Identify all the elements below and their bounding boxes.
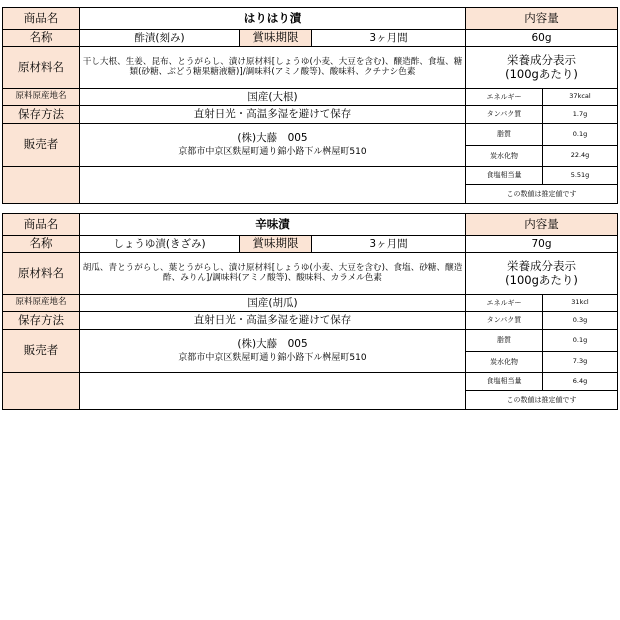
nutrition-value: 6.4g: [543, 373, 618, 391]
nutrition-key: タンパク質: [466, 312, 543, 330]
nutrition-value: 31kcl: [543, 295, 618, 312]
nutrition-key: 食塩相当量: [466, 167, 543, 185]
empty-header: [3, 167, 80, 204]
seller-block: [80, 124, 466, 167]
nutrition-heading: [466, 47, 618, 89]
nutrition-key: 脂質: [466, 330, 543, 352]
origin-value: 国産(胡瓜): [80, 295, 466, 312]
nutrition-basis: (100gあたり): [505, 66, 578, 81]
nutrition-key: 食塩相当量: [466, 373, 543, 391]
storage-value: 直射日光・高温多湿を避けて保存: [80, 106, 466, 124]
amount-value: 70g: [466, 236, 618, 253]
name-value: しょうゆ漬(きざみ): [80, 236, 240, 253]
nutrition-basis: (100gあたり): [505, 272, 578, 287]
storage-header: 保存方法: [3, 312, 80, 330]
seller-name: (株)大藤 005: [237, 338, 308, 351]
origin-value: 国産(大根): [80, 89, 466, 106]
expiry-value: 3ヶ月間: [312, 30, 466, 47]
seller-address: 京都市中京区麩屋町通り錦小路下ル桝屋町510: [178, 147, 367, 158]
content-header: 内容量: [466, 214, 618, 236]
storage-value: 直射日光・高温多湿を避けて保存: [80, 312, 466, 330]
origin-header: 原料原産地名: [3, 89, 80, 106]
nutrition-key: エネルギー: [466, 295, 543, 312]
ingredients-value: 胡瓜、青とうがらし、葉とうがらし、漬け原材料[しょうゆ(小麦、大豆を含む)、食塩、砂糖、醸造酢、みりん]/調味料(アミノ酸等)、酸味料、カラメル色素: [80, 253, 466, 295]
seller-header: 販売者: [3, 124, 80, 167]
nutrition-value: 0.3g: [543, 312, 618, 330]
expiry-value: 3ヶ月間: [312, 236, 466, 253]
empty-cell: [80, 167, 466, 204]
product-label-1: [2, 7, 618, 204]
nutrition-title: 栄養成分表示: [507, 259, 577, 274]
nutrition-note: この数値は推定値です: [466, 185, 618, 204]
storage-header: 保存方法: [3, 106, 80, 124]
product-name: 辛味漬: [80, 214, 466, 236]
nutrition-value: 22.4g: [543, 146, 618, 167]
nutrition-value: 0.1g: [543, 124, 618, 146]
nutrition-heading: [466, 253, 618, 295]
nutrition-key: 脂質: [466, 124, 543, 146]
seller-header: 販売者: [3, 330, 80, 373]
product-name: はりはり漬: [80, 8, 466, 30]
nutrition-key: エネルギー: [466, 89, 543, 106]
seller-block: [80, 330, 466, 373]
seller-name: (株)大藤 005: [237, 132, 308, 145]
content-header: 内容量: [466, 8, 618, 30]
nutrition-key: 炭水化物: [466, 352, 543, 373]
nutrition-value: 37kcal: [543, 89, 618, 106]
nutrition-title: 栄養成分表示: [507, 53, 576, 68]
name-value: 酢漬(刻み): [80, 30, 240, 47]
nutrition-note: この数値は推定値です: [466, 391, 618, 410]
nutrition-value: 5.51g: [543, 167, 618, 185]
nutrition-key: 炭水化物: [466, 146, 543, 167]
ingredients-header: 原材料名: [3, 47, 80, 89]
product-name-header: 商品名: [3, 8, 80, 30]
ingredients-value: 干し大根、生姜、昆布、とうがらし、漬け原材料[しょうゆ(小麦、大豆を含む)、醸造酢、食塩、糖類(砂糖、ぶどう糖果糖液糖)]/調味料(アミノ酸等)、酸味料、クチナシ色素: [80, 47, 466, 89]
expiry-header: 賞味期限: [240, 236, 312, 253]
nutrition-value: 7.3g: [543, 352, 618, 373]
seller-address: 京都市中京区麩屋町通り錦小路下ル桝屋町510: [178, 353, 367, 364]
amount-value: 60g: [466, 30, 618, 47]
ingredients-header: 原材料名: [3, 253, 80, 295]
product-label-2: [2, 213, 618, 410]
empty-cell: [80, 373, 466, 410]
empty-header: [3, 373, 80, 410]
nutrition-value: 0.1g: [543, 330, 618, 352]
origin-header: 原料原産地名: [3, 295, 80, 312]
expiry-header: 賞味期限: [240, 30, 312, 47]
nutrition-key: タンパク質: [466, 106, 543, 124]
product-name-header: 商品名: [3, 214, 80, 236]
name-header: 名称: [3, 236, 80, 253]
name-header: 名称: [3, 30, 80, 47]
nutrition-value: 1.7g: [543, 106, 618, 124]
